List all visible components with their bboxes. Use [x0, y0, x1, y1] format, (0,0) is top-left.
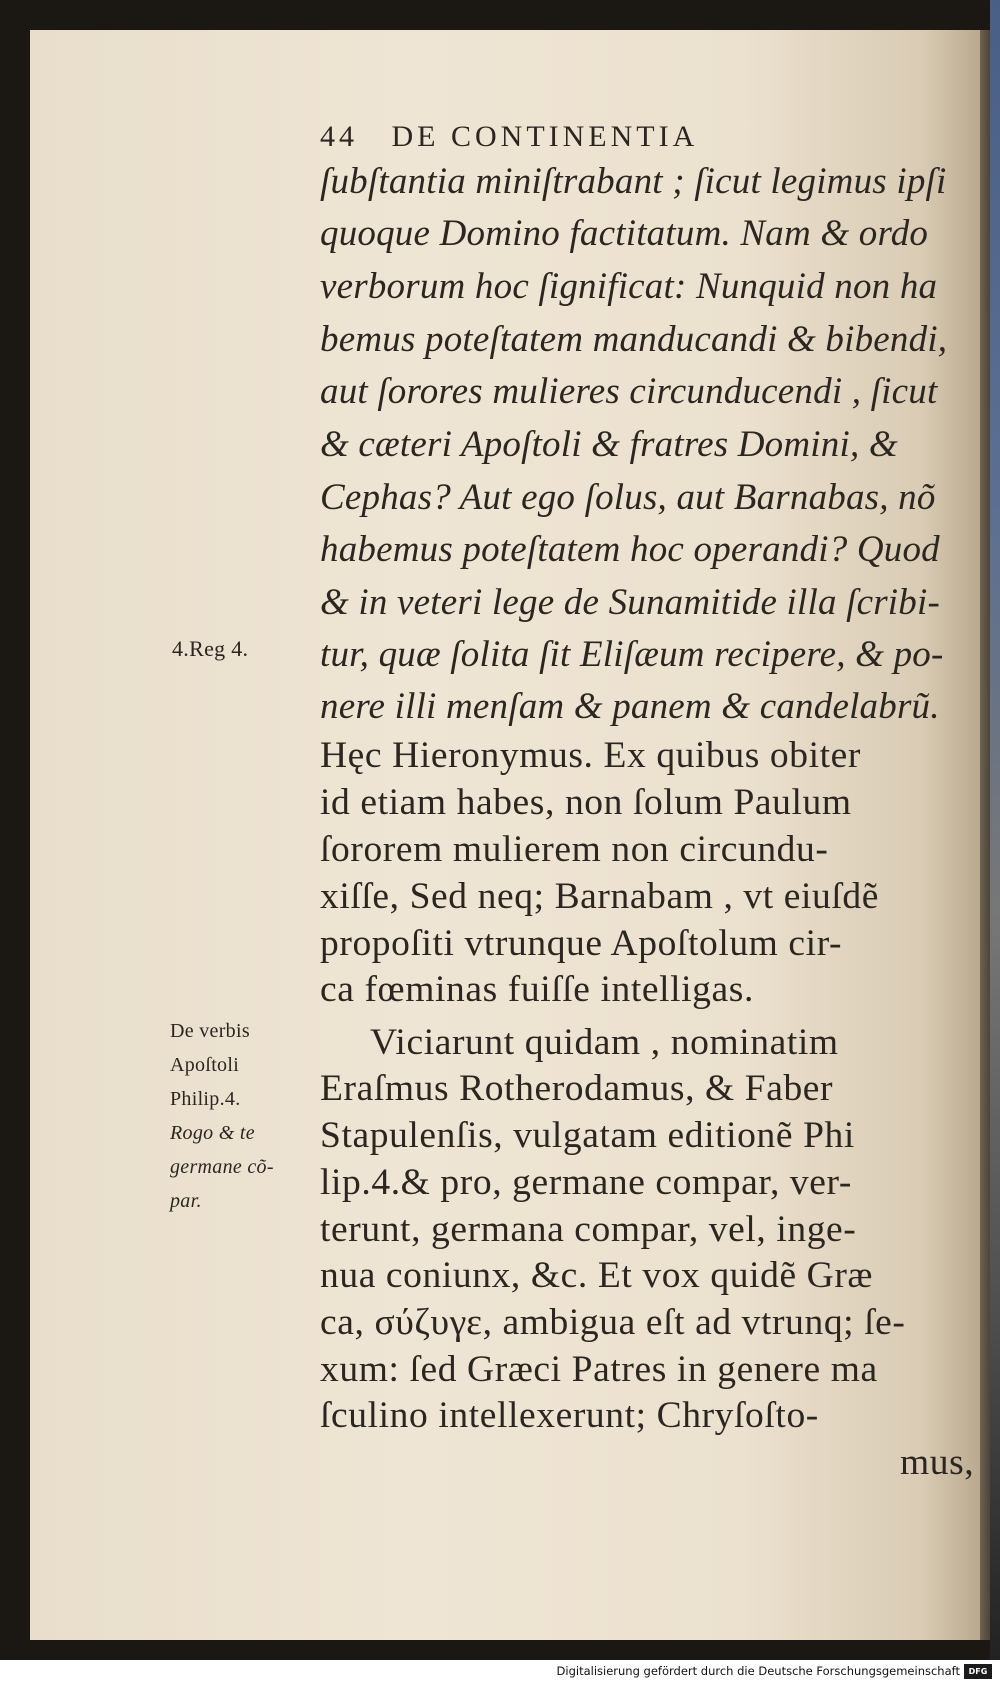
body-line: Eraſmus Rotherodamus, & Faber	[320, 1068, 834, 1109]
body-line: ca, σύζυγε, ambigua eſt ad vtrunq; ſe-	[320, 1302, 906, 1343]
body-line: nere illi menſam & panem & candelabrũ.	[320, 686, 940, 727]
body-line: xum: ſed Græci Patres in genere ma	[320, 1349, 878, 1390]
dfg-logo: DFG	[964, 1664, 992, 1679]
body-line: terunt, germana compar, vel, inge-	[320, 1209, 857, 1250]
running-head	[320, 120, 698, 154]
body-line: lip.4.& pro, germane compar, ver-	[320, 1162, 852, 1203]
body-line: propoſiti vtrunque Apoſtolum cir-	[320, 923, 843, 964]
body-line: Stapulenſis, vulgatam editionẽ Phi	[320, 1115, 855, 1156]
body-line: xiſſe, Sed neq; Barnabam , vt eiuſdẽ	[320, 876, 879, 917]
margin-note-line: germane cõ-	[170, 1156, 274, 1178]
body-line: habemus poteſtatem hoc operandi? Quod	[320, 529, 940, 570]
body-line: bemus poteſtatem manducandi & bibendi,	[320, 319, 948, 360]
body-line: quoque Domino factitatum. Nam & ordo	[320, 213, 929, 254]
body-line: & cæteri Apoſtoli & fratres Domini, &	[320, 424, 898, 465]
margin-note-line: Philip.4.	[170, 1088, 241, 1110]
catchword: mus,	[900, 1442, 975, 1483]
margin-note-reg: 4.Reg 4.	[172, 636, 249, 661]
digitization-credit: Digitalisierung gefördert durch die Deutsche Forschungsgemeinschaft	[556, 1664, 960, 1678]
body-line: id etiam habes, non ſolum Paulum	[320, 782, 852, 823]
color-target-strip	[990, 0, 1000, 1660]
body-line: ſubſtantia miniſtrabant ; ſicut legimus ipſi	[320, 161, 947, 202]
body-line: Hęc Hieronymus. Ex quibus obiter	[320, 735, 861, 776]
page-number: 44	[320, 120, 358, 153]
body-line: ſororem mulierem non circundu-	[320, 829, 829, 870]
body-line: ſculino intellexerunt; Chryſoſto-	[320, 1395, 819, 1436]
margin-note-line: De verbis	[170, 1020, 250, 1042]
margin-note-line: Rogo & te	[170, 1122, 255, 1144]
margin-note-line: par.	[170, 1190, 202, 1212]
margin-note-line: Apoſtoli	[170, 1054, 240, 1076]
body-line: & in veteri lege de Sunamitide illa ſcribi-	[320, 582, 940, 623]
body-line: Cephas? Aut ego ſolus, aut Barnabas, nõ	[320, 477, 936, 518]
paragraph-start-line: Viciarunt quidam , nominatim	[370, 1022, 839, 1063]
body-line: tur, quæ ſolita ſit Eliſæum recipere, & po-	[320, 634, 944, 675]
body-line: nua coniunx, &c. Et vox quidẽ Græ	[320, 1255, 874, 1296]
body-line: verborum hoc ſignificat: Nunquid non ha	[320, 266, 938, 307]
body-line: ca fœminas fuiſſe intelligas.	[320, 969, 754, 1010]
body-line: aut ſorores mulieres circunducendi , ſicut	[320, 371, 938, 412]
running-head-title: DE CONTINENTIA	[391, 120, 699, 153]
